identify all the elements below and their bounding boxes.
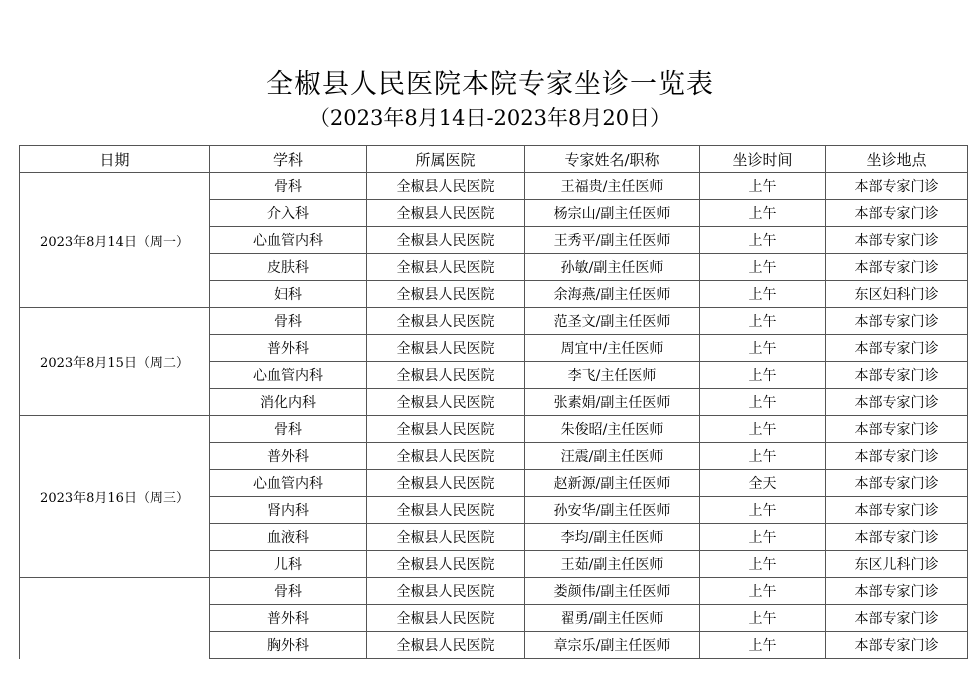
expert-cell: 周宜中/主任医师 — [525, 335, 700, 362]
date-cell: 2023年8月16日（周三） — [20, 416, 210, 578]
department-cell: 普外科 — [210, 605, 367, 632]
time-cell: 上午 — [700, 335, 826, 362]
hospital-cell: 全椒县人民医院 — [367, 281, 525, 308]
department-cell: 胸外科 — [210, 632, 367, 659]
time-cell: 上午 — [700, 578, 826, 605]
hospital-cell: 全椒县人民医院 — [367, 524, 525, 551]
department-cell: 皮肤科 — [210, 254, 367, 281]
department-cell: 消化内科 — [210, 389, 367, 416]
location-cell: 本部专家门诊 — [826, 632, 968, 659]
department-cell: 心血管内科 — [210, 470, 367, 497]
hospital-cell: 全椒县人民医院 — [367, 254, 525, 281]
date-cell: 2023年8月15日（周二） — [20, 308, 210, 416]
department-cell: 普外科 — [210, 335, 367, 362]
department-cell: 骨科 — [210, 416, 367, 443]
time-cell: 上午 — [700, 173, 826, 200]
location-cell: 本部专家门诊 — [826, 605, 968, 632]
expert-cell: 娄颜伟/副主任医师 — [525, 578, 700, 605]
location-cell: 本部专家门诊 — [826, 254, 968, 281]
header-time: 坐诊时间 — [700, 146, 826, 173]
schedule-table — [19, 145, 968, 659]
department-cell: 骨科 — [210, 578, 367, 605]
header-location: 坐诊地点 — [826, 146, 968, 173]
header-hospital: 所属医院 — [367, 146, 525, 173]
location-cell: 本部专家门诊 — [826, 362, 968, 389]
location-cell: 本部专家门诊 — [826, 227, 968, 254]
department-cell: 儿科 — [210, 551, 367, 578]
hospital-cell: 全椒县人民医院 — [367, 470, 525, 497]
department-cell: 介入科 — [210, 200, 367, 227]
expert-cell: 杨宗山/副主任医师 — [525, 200, 700, 227]
table-row — [20, 416, 968, 443]
department-cell: 肾内科 — [210, 497, 367, 524]
header-department: 学科 — [210, 146, 367, 173]
date-cell — [20, 578, 210, 659]
location-cell: 本部专家门诊 — [826, 335, 968, 362]
table-row — [20, 173, 968, 200]
location-cell: 东区儿科门诊 — [826, 551, 968, 578]
expert-cell: 赵新源/副主任医师 — [525, 470, 700, 497]
expert-cell: 李飞/主任医师 — [525, 362, 700, 389]
hospital-cell: 全椒县人民医院 — [367, 308, 525, 335]
expert-cell: 章宗乐/副主任医师 — [525, 632, 700, 659]
location-cell: 本部专家门诊 — [826, 200, 968, 227]
hospital-cell: 全椒县人民医院 — [367, 389, 525, 416]
location-cell: 本部专家门诊 — [826, 308, 968, 335]
header-expert: 专家姓名/职称 — [525, 146, 700, 173]
expert-cell: 范圣文/副主任医师 — [525, 308, 700, 335]
location-cell: 本部专家门诊 — [826, 578, 968, 605]
location-cell: 本部专家门诊 — [826, 173, 968, 200]
expert-cell: 王茹/副主任医师 — [525, 551, 700, 578]
time-cell: 上午 — [700, 254, 826, 281]
time-cell: 上午 — [700, 551, 826, 578]
location-cell: 本部专家门诊 — [826, 443, 968, 470]
document-title: 全椒县人民医院本院专家坐诊一览表 — [266, 69, 714, 100]
hospital-cell: 全椒县人民医院 — [367, 632, 525, 659]
location-cell: 本部专家门诊 — [826, 470, 968, 497]
expert-cell: 王秀平/副主任医师 — [525, 227, 700, 254]
time-cell: 上午 — [700, 389, 826, 416]
department-cell: 心血管内科 — [210, 227, 367, 254]
hospital-cell: 全椒县人民医院 — [367, 362, 525, 389]
time-cell: 上午 — [700, 281, 826, 308]
department-cell: 骨科 — [210, 308, 367, 335]
department-cell: 血液科 — [210, 524, 367, 551]
hospital-cell: 全椒县人民医院 — [367, 227, 525, 254]
location-cell: 本部专家门诊 — [826, 524, 968, 551]
time-cell: 上午 — [700, 362, 826, 389]
table-row — [20, 578, 968, 605]
hospital-cell: 全椒县人民医院 — [367, 578, 525, 605]
location-cell: 本部专家门诊 — [826, 497, 968, 524]
department-cell: 骨科 — [210, 173, 367, 200]
time-cell: 上午 — [700, 227, 826, 254]
expert-cell: 汪震/副主任医师 — [525, 443, 700, 470]
document-subtitle: （2023年8月14日-2023年8月20日） — [308, 106, 672, 130]
time-cell: 上午 — [700, 416, 826, 443]
time-cell: 上午 — [700, 605, 826, 632]
header-date: 日期 — [20, 146, 210, 173]
table-header-row — [20, 146, 968, 173]
hospital-cell: 全椒县人民医院 — [367, 605, 525, 632]
table-row — [20, 308, 968, 335]
expert-cell: 余海燕/副主任医师 — [525, 281, 700, 308]
expert-cell: 李均/副主任医师 — [525, 524, 700, 551]
hospital-cell: 全椒县人民医院 — [367, 551, 525, 578]
hospital-cell: 全椒县人民医院 — [367, 443, 525, 470]
expert-cell: 孙安华/副主任医师 — [525, 497, 700, 524]
schedule-body — [20, 173, 968, 659]
time-cell: 上午 — [700, 524, 826, 551]
time-cell: 上午 — [700, 443, 826, 470]
time-cell: 上午 — [700, 200, 826, 227]
department-cell: 普外科 — [210, 443, 367, 470]
expert-cell: 孙敏/副主任医师 — [525, 254, 700, 281]
hospital-cell: 全椒县人民医院 — [367, 335, 525, 362]
hospital-cell: 全椒县人民医院 — [367, 200, 525, 227]
time-cell: 上午 — [700, 308, 826, 335]
department-cell: 心血管内科 — [210, 362, 367, 389]
expert-cell: 朱俊昭/主任医师 — [525, 416, 700, 443]
expert-cell: 翟勇/副主任医师 — [525, 605, 700, 632]
location-cell: 本部专家门诊 — [826, 416, 968, 443]
hospital-cell: 全椒县人民医院 — [367, 173, 525, 200]
date-cell: 2023年8月14日（周一） — [20, 173, 210, 308]
time-cell: 全天 — [700, 470, 826, 497]
time-cell: 上午 — [700, 497, 826, 524]
expert-cell: 王福贵/主任医师 — [525, 173, 700, 200]
hospital-cell: 全椒县人民医院 — [367, 416, 525, 443]
expert-cell: 张素娟/副主任医师 — [525, 389, 700, 416]
time-cell: 上午 — [700, 632, 826, 659]
location-cell: 东区妇科门诊 — [826, 281, 968, 308]
hospital-cell: 全椒县人民医院 — [367, 497, 525, 524]
location-cell: 本部专家门诊 — [826, 389, 968, 416]
department-cell: 妇科 — [210, 281, 367, 308]
